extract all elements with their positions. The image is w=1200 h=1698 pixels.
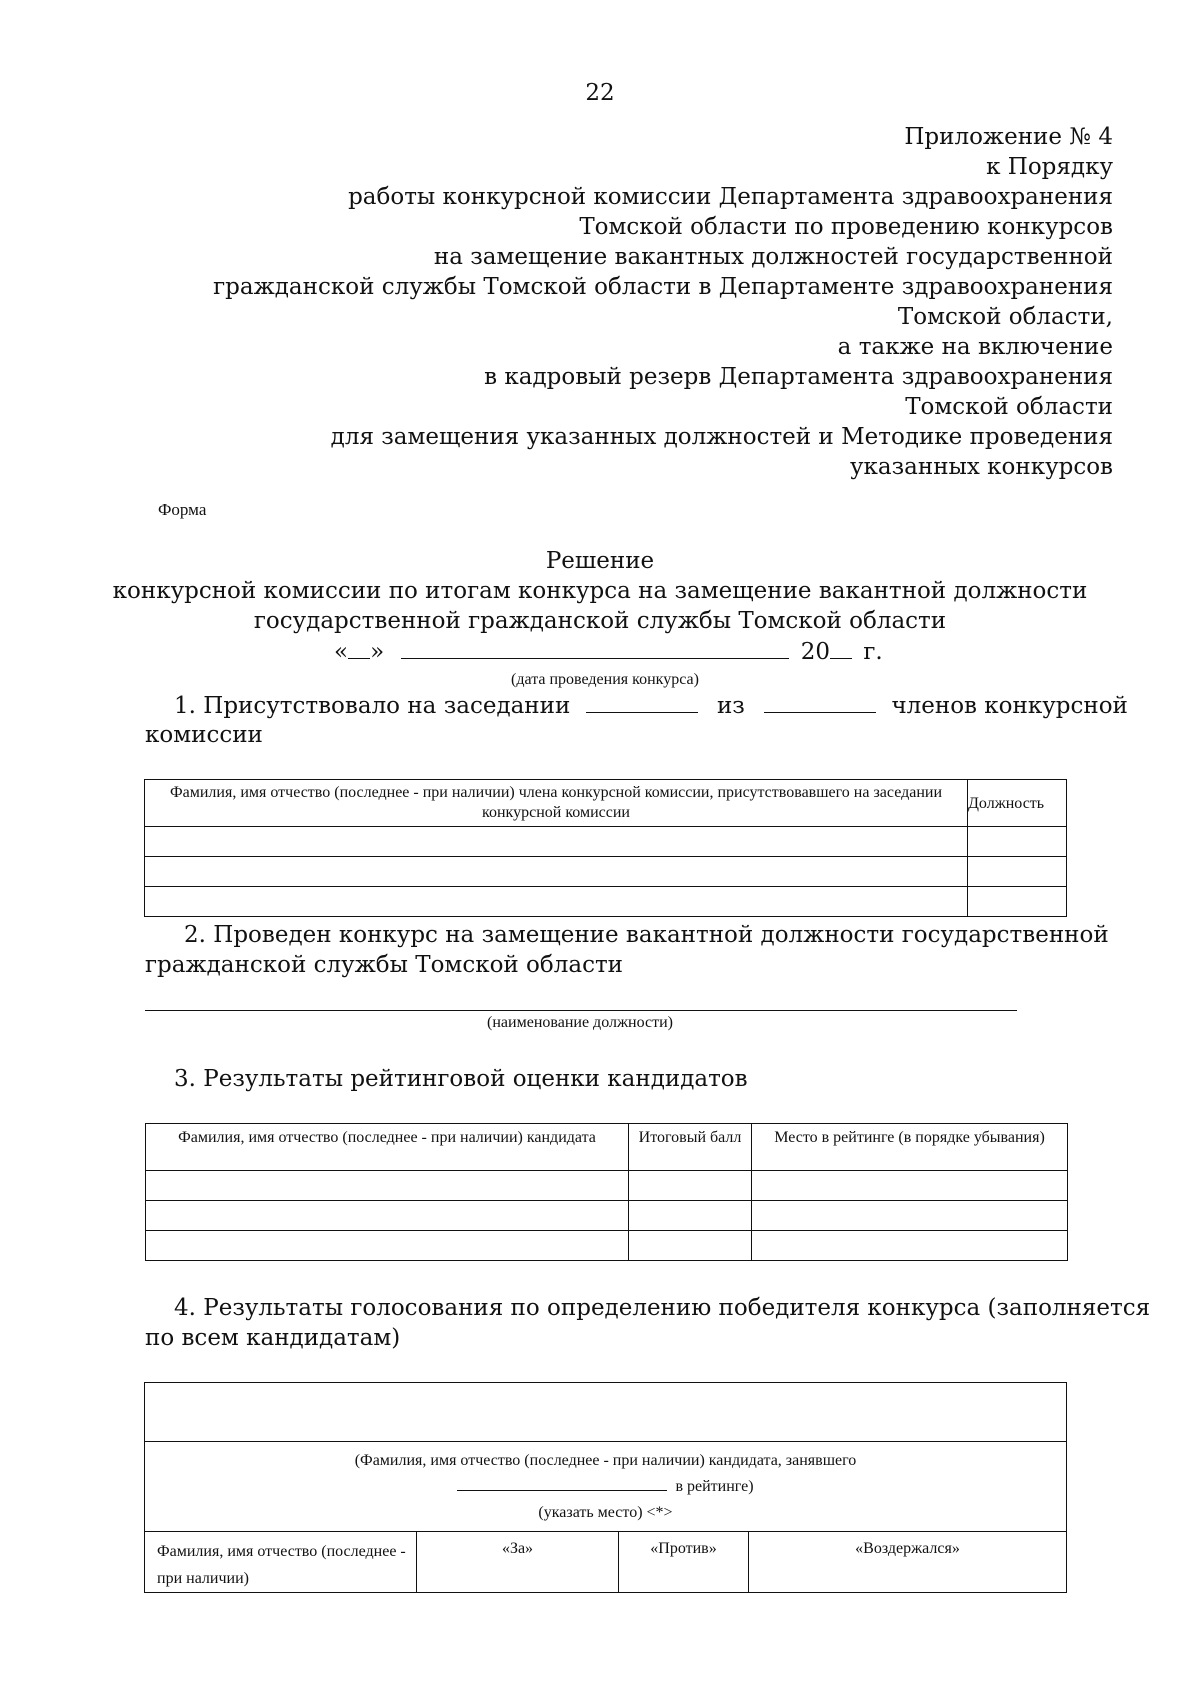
table-cell[interactable]: [145, 827, 968, 857]
form-label: Форма: [158, 500, 207, 519]
candidate-name-cell[interactable]: [145, 1383, 1067, 1442]
rating-header-place: Место в рейтинге (в порядке убывания): [752, 1124, 1068, 1171]
appendix-line: гражданской службы Томской области в Департаменте здравоохранения: [213, 274, 1113, 300]
table-cell[interactable]: [968, 857, 1067, 887]
position-name-caption: (наименование должности): [487, 1014, 673, 1031]
section4-line2: по всем кандидатам): [145, 1325, 401, 1351]
voting-table: [144, 1382, 1067, 1593]
appendix-line: в кадровый резерв Департамента здравоохранения: [484, 364, 1113, 390]
appendix-line: Приложение № 4: [904, 124, 1113, 150]
table-cell[interactable]: [146, 1231, 629, 1261]
appendix-line: для замещения указанных должностей и Методике проведения: [330, 424, 1113, 450]
date-quote-close: »: [370, 639, 385, 665]
section4-line1: 4. Результаты голосования по определению победителя конкурса (заполняется: [174, 1295, 1151, 1321]
year-suffix: г.: [863, 639, 883, 665]
section3-heading: 3. Результаты рейтинговой оценки кандидатов: [174, 1066, 748, 1092]
appendix-line: Томской области по проведению конкурсов: [579, 214, 1113, 240]
section1-line1: [174, 690, 1128, 721]
rating-place-blank[interactable]: [457, 1474, 667, 1491]
table-cell[interactable]: [752, 1171, 1068, 1201]
table-cell[interactable]: [629, 1231, 752, 1261]
table-cell[interactable]: [145, 887, 968, 917]
voting-header-against: «Против»: [619, 1532, 749, 1593]
decision-subtitle-line2: государственной гражданской службы Томской области: [253, 608, 947, 634]
appendix-line: работы конкурсной комиссии Департамента здравоохранения: [348, 184, 1113, 210]
candidate-caption-line3: (указать место) <*>: [538, 1504, 673, 1521]
total-count-blank[interactable]: [764, 690, 876, 713]
day-blank[interactable]: [348, 636, 370, 659]
section1-text: 1. Присутствовало на заседании: [174, 693, 571, 719]
rating-header-name: Фамилия, имя отчество (последнее - при наличии) кандидата: [146, 1124, 629, 1171]
present-count-blank[interactable]: [586, 690, 698, 713]
table-cell[interactable]: [752, 1201, 1068, 1231]
section2-line2: гражданской службы Томской области: [145, 952, 624, 978]
appendix-line: к Порядку: [986, 154, 1113, 180]
rating-table: [145, 1123, 1068, 1261]
appendix-line: на замещение вакантных должностей государственной: [433, 244, 1113, 270]
appendix-line: указанных конкурсов: [850, 454, 1113, 480]
page-number: 22: [585, 80, 615, 106]
table-cell[interactable]: [629, 1171, 752, 1201]
section2-line1: 2. Проведен конкурс на замещение вакантной должности государственной: [184, 922, 1109, 948]
date-caption: (дата проведения конкурса): [511, 671, 699, 688]
year-prefix: 20: [800, 639, 831, 665]
candidate-caption-rating: в рейтинге): [675, 1478, 754, 1495]
decision-title: Решение: [545, 548, 655, 574]
date-quote-open: «: [334, 639, 349, 665]
month-blank[interactable]: [401, 636, 789, 659]
table-cell[interactable]: [145, 857, 968, 887]
year-blank[interactable]: [830, 636, 852, 659]
table-cell[interactable]: [629, 1201, 752, 1231]
candidate-caption-cell: [145, 1442, 1067, 1532]
table-cell[interactable]: [968, 827, 1067, 857]
table-cell[interactable]: [752, 1231, 1068, 1261]
table-cell[interactable]: [968, 887, 1067, 917]
section1-line2: комиссии: [145, 722, 263, 748]
appendix-line: Томской области,: [897, 304, 1113, 330]
table-header-position: Должность: [968, 780, 1067, 827]
date-line: [334, 636, 883, 667]
commission-members-table: [144, 779, 1067, 917]
section1-members: членов конкурсной: [891, 693, 1128, 719]
table-cell[interactable]: [146, 1171, 629, 1201]
section1-of: из: [716, 693, 745, 719]
decision-subtitle-line1: конкурсной комиссии по итогам конкурса на замещение вакантной должности: [112, 578, 1088, 604]
candidate-caption-line2: [145, 1474, 1066, 1500]
rating-header-score: Итоговый балл: [629, 1124, 752, 1171]
appendix-line: а также на включение: [837, 334, 1113, 360]
appendix-line: Томской области: [905, 394, 1113, 420]
table-header-name: Фамилия, имя отчество (последнее - при наличии) члена конкурсной комиссии, присутствовавшего на заседании конкурсной комиссии: [145, 780, 968, 827]
voting-header-abstained: «Воздержался»: [749, 1532, 1067, 1593]
voting-header-for: «За»: [417, 1532, 619, 1593]
position-name-blank[interactable]: [145, 1010, 1017, 1011]
table-cell[interactable]: [146, 1201, 629, 1231]
candidate-caption-line1: (Фамилия, имя отчество (последнее - при наличии) кандидата, занявшего: [354, 1452, 857, 1469]
voting-header-name: Фамилия, имя отчество (последнее - при наличии): [145, 1532, 417, 1593]
